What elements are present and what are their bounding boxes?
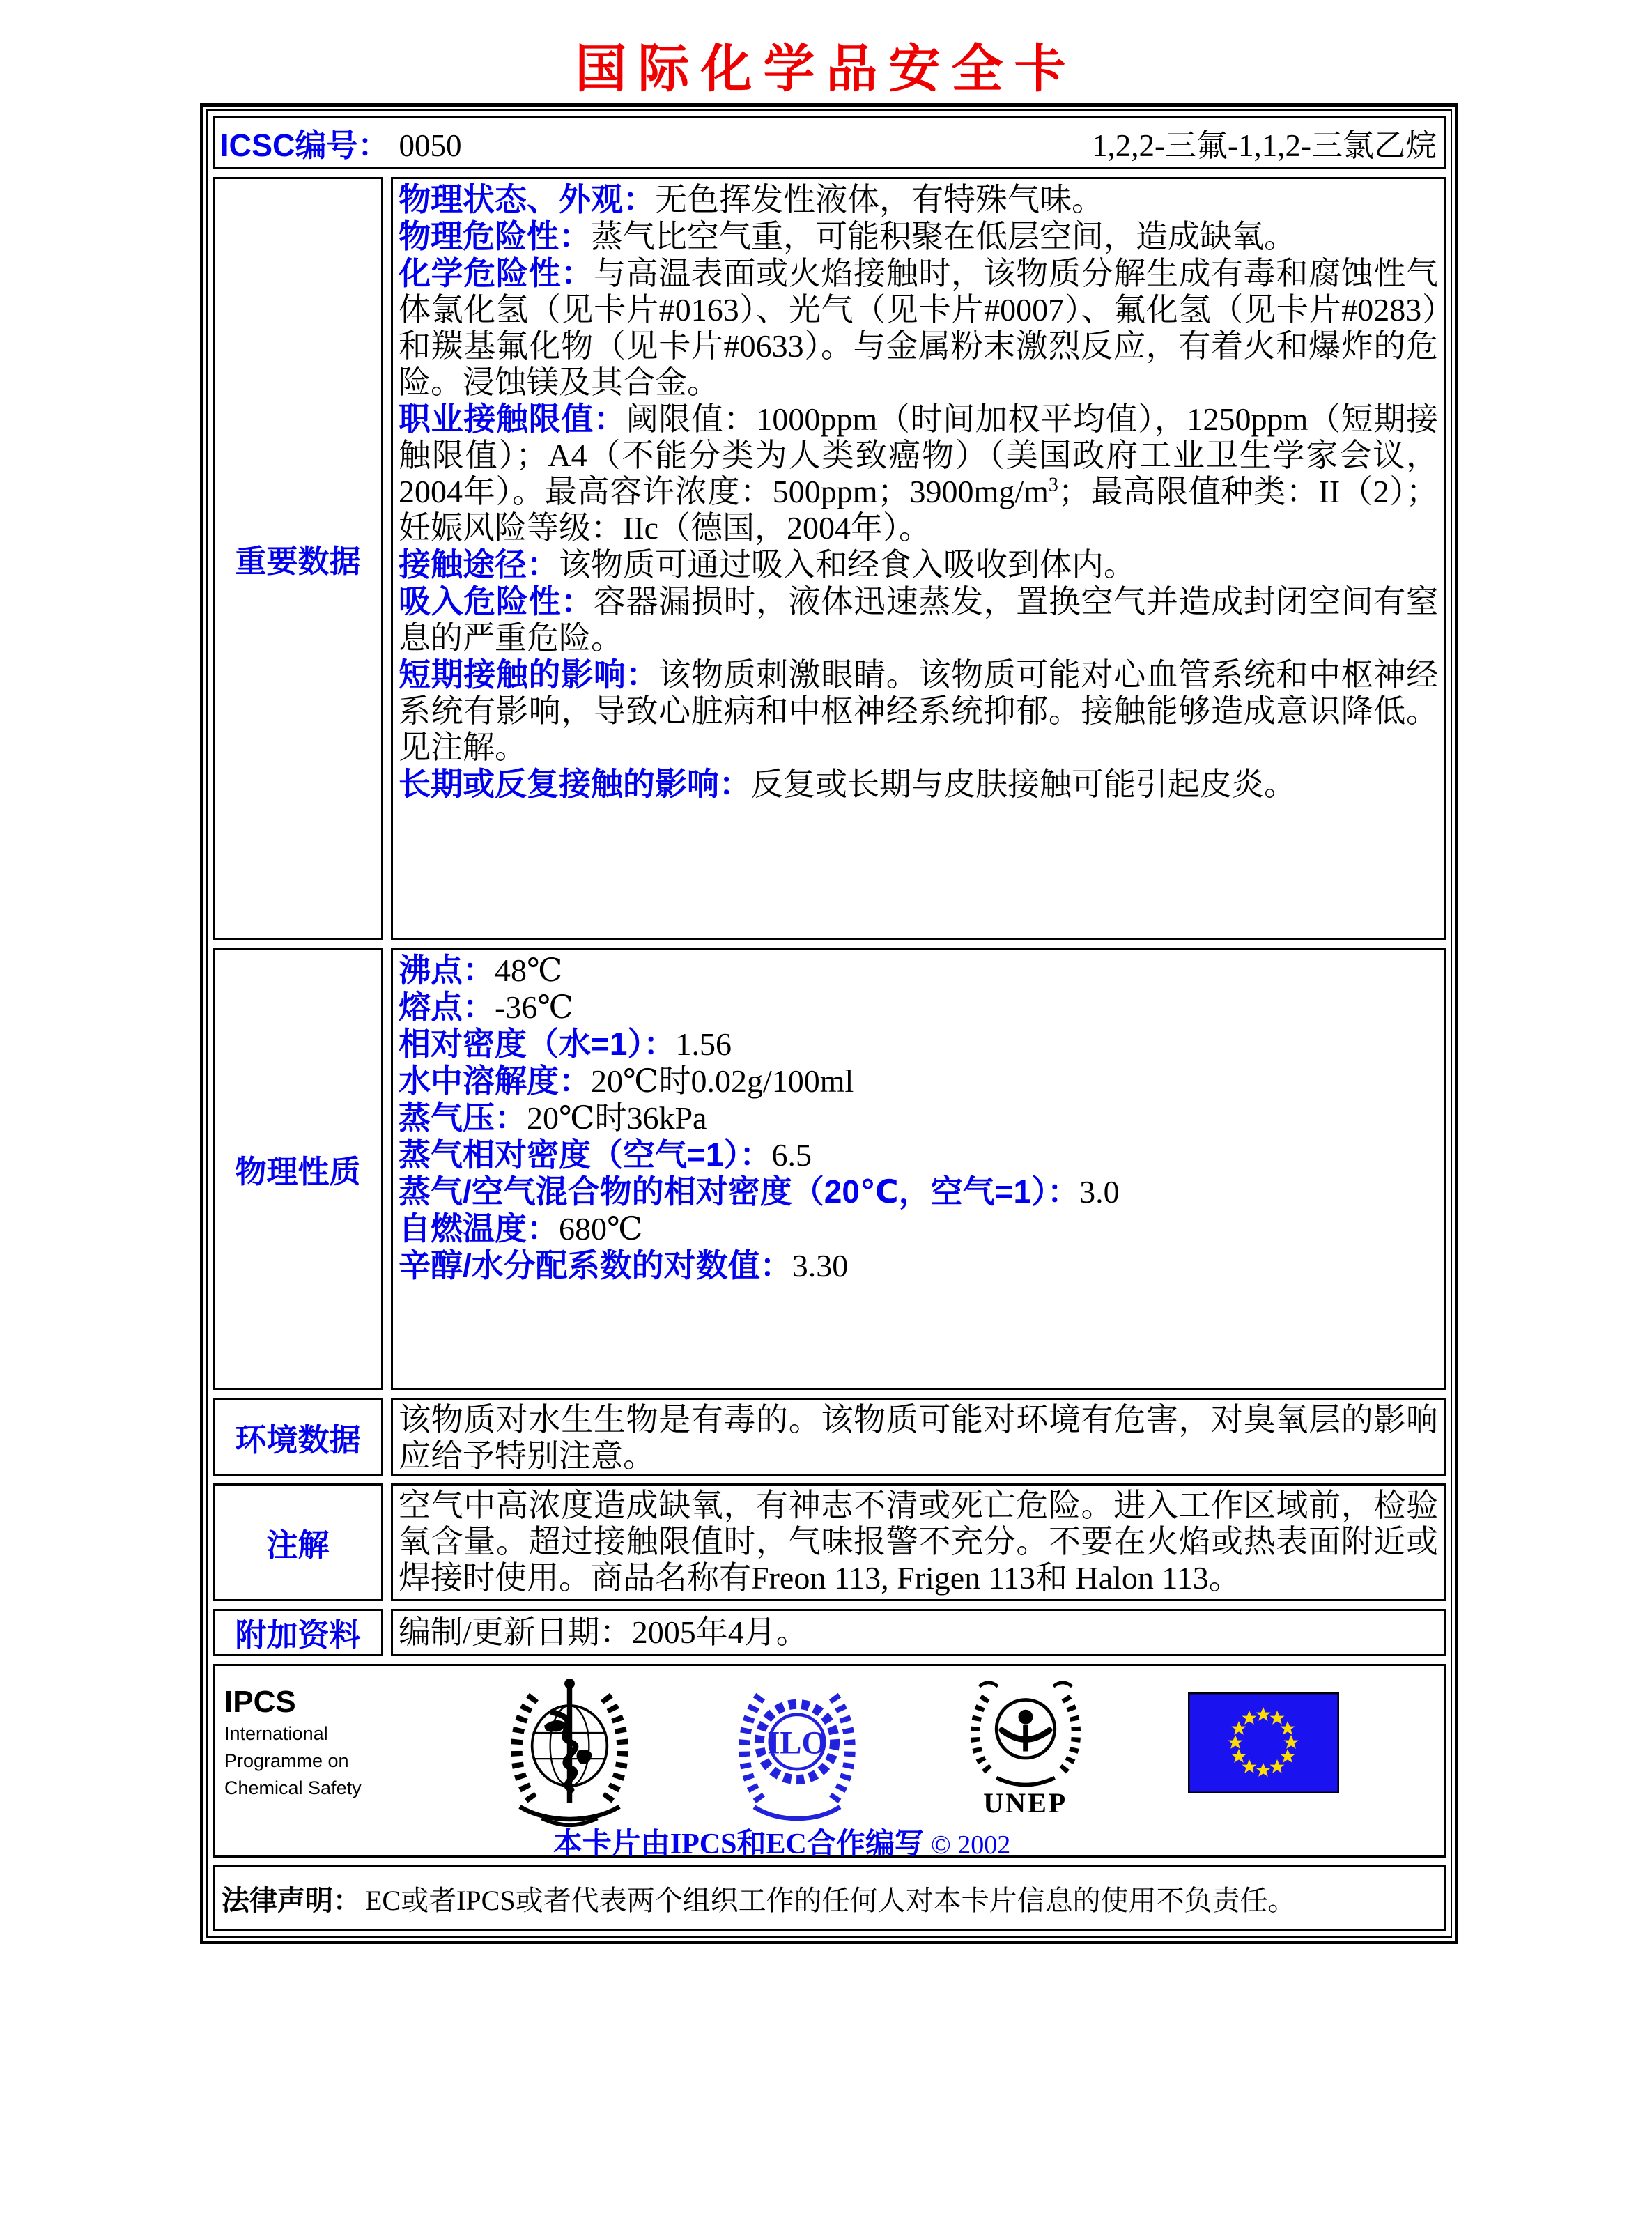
field-label: 沸点： [399, 952, 495, 989]
cooperation-caption [224, 1821, 1339, 1862]
field-label: 物理危险性： [399, 218, 591, 255]
field-label: 职业接触限值： [399, 401, 626, 438]
field-text: 无色挥发性液体，有特殊气味。 [655, 182, 1104, 218]
ipcs-acronym: IPCS [224, 1684, 296, 1719]
important-item [399, 583, 1438, 656]
field-text: 该物质可通过吸入和经食入吸收到体内。 [559, 547, 1136, 583]
legal-notice-text: EC或者IPCS或者代表两个组织工作的任何人对本卡片信息的使用不负责任。 [365, 1884, 1296, 1916]
field-label: 物理状态、外观： [399, 181, 655, 218]
section-environmental-data [213, 1398, 1446, 1476]
physical-item [399, 1210, 1438, 1247]
section-important-data [213, 177, 1446, 940]
important-item [399, 181, 1438, 218]
header-row [213, 116, 1446, 169]
card-frame-inner [206, 109, 1452, 1938]
ipcs-text-block [224, 1673, 409, 1802]
ipcs-line2: Programme on [224, 1750, 349, 1771]
field-label: 熔点： [399, 989, 495, 1026]
important-data-content [391, 177, 1446, 940]
physical-item [399, 1173, 1438, 1210]
field-label: 辛醇/水分配系数的对数值： [399, 1247, 792, 1284]
legal-notice-label: 法律声明： [222, 1885, 361, 1916]
field-label: 短期接触的影响： [399, 656, 659, 693]
unep-logo-text: UNEP [983, 1787, 1068, 1819]
field-text: -36℃ [495, 989, 573, 1026]
who-logo-icon [502, 1673, 638, 1829]
logos-row [224, 1673, 1339, 1821]
field-label: 蒸气相对密度（空气=1）： [399, 1136, 772, 1173]
ipcs-line1: International [224, 1722, 328, 1744]
card-frame [200, 103, 1458, 1944]
field-label: 自燃温度： [399, 1210, 559, 1247]
physical-item [399, 1247, 1438, 1284]
physical-item [399, 1100, 1438, 1136]
page-title: 国际化学品安全卡 [575, 41, 1077, 98]
section-organizations [213, 1664, 1446, 1858]
section-notes [213, 1483, 1446, 1601]
section-additional-info [213, 1609, 1446, 1656]
field-text: 容器漏损时，液体迅速蒸发，置换空气并造成封闭空间有窒息的严重危险。 [399, 584, 1439, 656]
field-label: 接触途径： [399, 546, 559, 583]
physical-item [399, 1136, 1438, 1173]
cooperation-caption-text: 本卡片由IPCS和EC合作编写 [553, 1828, 924, 1860]
icsc-number [220, 120, 462, 165]
physical-item [399, 1063, 1438, 1100]
field-text: 680℃ [559, 1211, 643, 1247]
section-legal-notice [213, 1865, 1446, 1931]
important-item [399, 401, 1438, 546]
field-label: 蒸气/空气混合物的相对密度（20℃，空气=1）： [399, 1173, 1080, 1210]
field-label: 化学危险性： [399, 255, 594, 292]
field-text: ；最高限值种类：II（2）；妊娠风险等级：IIc（德国，2004年）。 [399, 474, 1438, 546]
field-label: 长期或反复接触的影响： [399, 766, 751, 803]
physical-properties-content [391, 948, 1446, 1390]
notes-label: 注解 [213, 1483, 383, 1601]
environmental-data-label: 环境数据 [213, 1398, 383, 1476]
important-item [399, 766, 1438, 803]
unep-logo-block [956, 1673, 1095, 1819]
field-label: 蒸气压： [399, 1100, 527, 1136]
section-physical-properties [213, 948, 1446, 1390]
field-text: 3.30 [792, 1248, 849, 1284]
important-item [399, 546, 1438, 583]
additional-info-label: 附加资料 [213, 1609, 383, 1656]
physical-properties-label: 物理性质 [213, 948, 383, 1390]
copyright-year: © 2002 [930, 1830, 1011, 1860]
notes-content: 空气中高浓度造成缺氧，有神志不清或死亡危险。进入工作区域前，检验氧含量。超过接触限值时，气味报警不充分。不要在火焰或热表面附近或焊接时使用。商品名称有Freon 113, Frigen 113和 Halon 113。 [391, 1483, 1446, 1601]
icsc-number-label: ICSC编号： [220, 128, 389, 164]
field-text: 1.56 [675, 1026, 732, 1063]
icsc-number-value: 0050 [399, 128, 462, 164]
chemical-name: 1,2,2-三氟-1,1,2-三氯乙烷 [1092, 128, 1437, 164]
field-text: 与高温表面或火焰接触时，该物质分解生成有毒和腐蚀性气体氯化氢（见卡片#0163）、光气（见卡片#0007）、氟化氢（见卡片#0283）和羰基氟化物（见卡片#0633）。与金属粉末激烈反应，有着火和爆炸的危险。浸蚀镁及其合金。 [399, 256, 1439, 401]
physical-item [399, 952, 1438, 989]
field-text: 6.5 [771, 1137, 812, 1173]
physical-item [399, 989, 1438, 1026]
important-item [399, 218, 1438, 255]
ilo-logo-icon [731, 1673, 863, 1829]
important-data-label: 重要数据 [213, 177, 383, 940]
ilo-logo-text: ILO [766, 1725, 827, 1761]
field-text: 48℃ [495, 952, 563, 989]
field-label: 吸入危险性： [399, 583, 594, 620]
additional-info-content: 编制/更新日期：2005年4月。 [391, 1609, 1446, 1656]
important-item [399, 656, 1438, 766]
field-label: 相对密度（水=1）： [399, 1026, 676, 1063]
physical-item [399, 1026, 1438, 1063]
field-text: 阈限值：1000ppm（时间加权平均值），1250ppm（短期接触限值）；A4（不能分类为人类致癌物）（美国政府工业卫生学家会议，2004年）。最高容许浓度：500ppm；3900mg/m [399, 401, 1439, 510]
field-label: 水中溶解度： [399, 1063, 591, 1100]
field-text: 20℃时36kPa [527, 1100, 707, 1136]
eu-flag-icon [1188, 1692, 1339, 1793]
field-text: 3.0 [1079, 1174, 1120, 1210]
field-text: 反复或长期与皮肤接触可能引起皮炎。 [751, 766, 1296, 803]
ipcs-line3: Chemical Safety [224, 1777, 362, 1798]
field-text: 该物质刺激眼睛。该物质可能对心血管系统和中枢神经系统有影响，导致心脏病和中枢神经系统抑郁。接触能够造成意识降低。见注解。 [399, 657, 1439, 766]
important-item [399, 255, 1438, 401]
field-text: 蒸气比空气重，可能积聚在低层空间，造成缺氧。 [591, 219, 1296, 255]
environmental-data-content: 该物质对水生生物是有毒的。该物质可能对环境有危害，对臭氧层的影响应给予特别注意。 [391, 1398, 1446, 1476]
field-text: 20℃时0.02g/100ml [591, 1063, 854, 1100]
superscript: 3 [1048, 475, 1058, 497]
unep-logo-icon [959, 1673, 1092, 1791]
